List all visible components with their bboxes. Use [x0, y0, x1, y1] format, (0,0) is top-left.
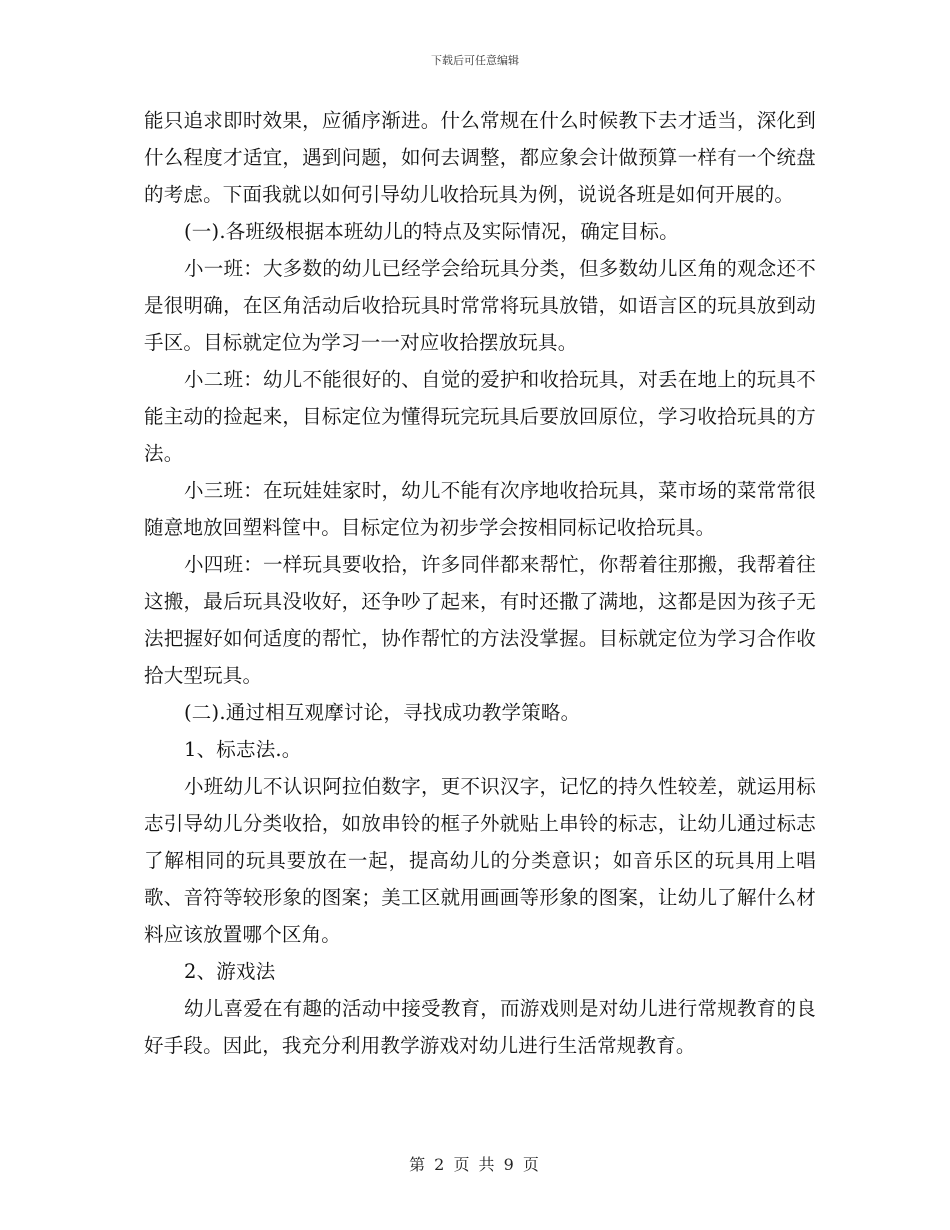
paragraph-7: (二).通过相互观摩讨论，寻找成功教学策略。	[184, 701, 581, 724]
paragraph-5: 小三班：在玩娃娃家时，幼儿不能有次序地收拾玩具，菜市场的菜常常很随意地放回塑料筐中。目标定位为初步学会按相同标记收拾玩具。	[144, 479, 816, 539]
paragraph-9: 小班幼儿不认识阿拉伯数字，更不识汉字，记忆的持久性较差，就运用标志引导幼儿分类收拾，如放串铃的框子外就贴上串铃的标志，让幼儿通过标志了解相同的玩具要放在一起，提高幼儿的分类意识；如音乐区的玩具用上唱歌、音符等较形象的图案；美工区就用画画等形象的图案，让幼儿了解什么材料应该放置哪个区角。	[144, 775, 816, 946]
paragraph-10: 2、游戏法	[184, 960, 276, 983]
paragraph-4: 小二班：幼儿不能很好的、自觉的爱护和收拾玩具，对丢在地上的玩具不能主动的捡起来，目标定位为懂得玩完玩具后要放回原位，学习收拾玩具的方法。	[144, 368, 816, 465]
document-body	[144, 102, 816, 1064]
paragraph-2: (一).各班级根据本班幼儿的特点及实际情况，确定目标。	[184, 220, 679, 243]
paragraph-11: 幼儿喜爱在有趣的活动中接受教育，而游戏则是对幼儿进行常规教育的良好手段。因此，我充分利用教学游戏对幼儿进行生活常规教育。	[144, 997, 816, 1057]
page-number-footer: 第 2 页 共 9 页	[409, 1155, 541, 1174]
paragraph-8: 1、标志法.。	[184, 738, 302, 761]
paragraph-1: 能只追求即时效果，应循序渐进。什么常规在什么时候教下去才适当，深化到什么程度才适宜，遇到问题，如何去调整，都应象会计做预算一样有一个统盘的考虑。下面我就以如何引导幼儿收拾玩具为例，说说各班是如何开展的。	[144, 109, 816, 206]
page-header-note: 下载后可任意编辑	[431, 54, 519, 67]
paragraph-6: 小四班：一样玩具要收拾，许多同伴都来帮忙，你帮着往那搬，我帮着往这搬，最后玩具没收好，还争吵了起来，有时还撒了满地，这都是因为孩子无法把握好如何适度的帮忙，协作帮忙的方法没掌握。目标就定位为学习合作收拾大型玩具。	[144, 553, 816, 687]
paragraph-3: 小一班：大多数的幼儿已经学会给玩具分类，但多数幼儿区角的观念还不是很明确，在区角活动后收拾玩具时常常将玩具放错，如语言区的玩具放到动手区。目标就定位为学习一一对应收拾摆放玩具。	[144, 257, 816, 354]
